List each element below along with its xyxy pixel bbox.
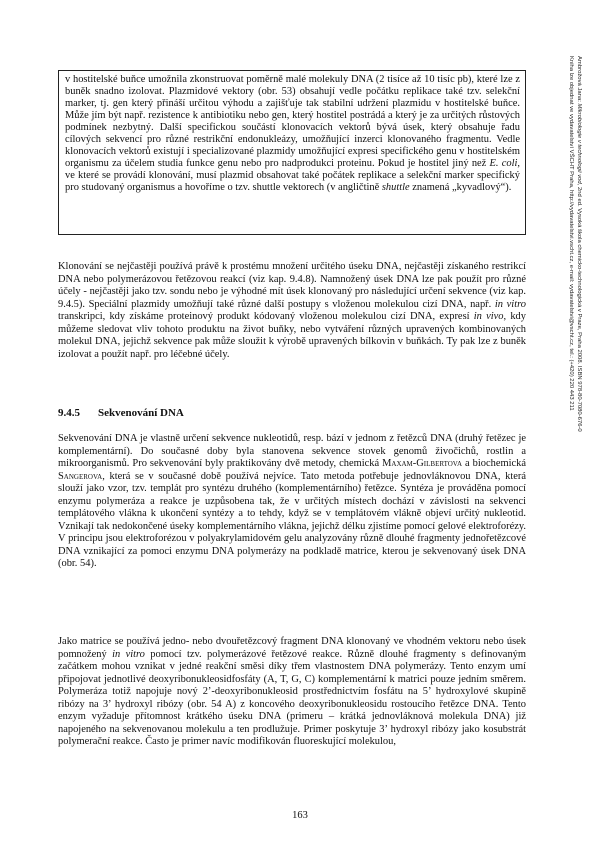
boxed-note-italic: E. coli: [489, 157, 518, 169]
paragraph-text: pomocí tzv. polymerázové řetězové reakce. Různě dlouhé fragmenty s definovaným začátkem mohou vznikat v jedné reakční směsi díky třem vlastnostem DNA polymerázy. Tento enzym umí připojovat jednotlivé deoxyribonukleosidfosfáty (A, T, G, C) komplementární k matrici pouze jedním směrem. Polymeráza totiž napojuje nový 2’-deoxyribonukleosid prostřednictvím fosfátu na 5’ hydroxylové skupině ribózy na 3’ hydroxyl ribózy (obr. 54 A) z koncového deoxyribonukleosidu rostoucího řetězce DNA. Tento enzym vyžaduje přítomnost krátkého úseku DNA (primeru – krátká jednovláknová molekula DNA) již napojeného na sekvenovanou molekulu a ten prodlužuje. Primer poskytuje 3’ hydroxyl ribózy jako kosubstrát polymerační reakce. Často je primer navíc modifikován fluoreskující molekulou,: [58, 648, 527, 748]
paragraph-italic: in vitro: [494, 298, 526, 310]
paragraph-text: transkripci, kdy získáme proteinový produkt kódovaný vloženou molekulou cizí DNA, expresí: [58, 311, 474, 323]
citation-text: , 2nd ed. Vysoká škola chemicko-technologická v Praze, Praha 2008. ISBN 978-80-7080-676-0: [576, 183, 582, 432]
boxed-note: [58, 70, 526, 235]
author-name: Maxam-Gilbertova: [382, 458, 463, 470]
paragraph-text: Jako matrice se používá jedno- nebo dvouřetězcový fragment DNA klonovaný ve vhodném vektoru nebo úsek pomnožený: [58, 636, 526, 660]
paragraph-sequencing-1: [58, 433, 526, 571]
boxed-note-italic: shuttle: [381, 181, 410, 193]
boxed-note-text: znamená „kyvadlový“).: [409, 181, 512, 193]
paragraph-text: , kdy můžeme sledovat vliv tohoto produktu na život buňky, nebo vytváření různých upravených kombinovaných molekul DNA, jejichž sekvence pak může sloužit k výrobě upravených bílkovin v buňkách. Ty pak lze z buněk izolovat a použít např. pro léčebné účely.: [58, 311, 526, 360]
paragraph-text: Klonování se nejčastěji používá právě k prostému množení určitého úseku DNA, nejčastěji získaného restrikcí DNA nebo polymerázovou řetězovou reakcí (viz kap. 9.4.8). Namnožený úsek DNA lze pak použít pro různé účely - nejčastěji jako tzv. sondu nebo je výhodné mít úsek klonovaný pro následující určení sekvence (viz kap. 9.4.5). Speciální plazmidy umožňují také různé další postupy s vloženou molekulou cizí DNA, např.: [58, 261, 526, 310]
citation-order-line[interactable]: Kniha lze objednat ve vydavatelství VŠCHT Praha, http://vydavatelstvi.vscht.cz, e-mail: vydavatelstvi@vscht.cz, tel.: (+420) 220 443 211: [567, 56, 574, 411]
citation-line: [575, 56, 583, 736]
citation-book-title: Mikrobiologie v technologii vod: [576, 103, 582, 184]
paragraph-italic: in vivo: [473, 311, 504, 323]
section-heading: [58, 406, 526, 420]
paragraph-sequencing-2: [58, 636, 526, 749]
boxed-note-text: v hostitelské buňce umožnila zkonstruovat poměrně malé molekuly DNA (2 tisíce až 10 tisíc pb), které lze z buněk snadno izolovat. Plazmidové vektory (obr. 53) obsahují vedle počátku replikace také tzv. selekční marker, tj. gen který přináší určitou výhodu a zajišťuje tak stabilní udržení plazmidu v hostitelské buňce. Může jím být např. rezistence k antibiotiku nebo gen, který hostitel postrádá a který je za určitých růstových podmínek nezbytný. Další specifickou součástí klonovacích vektorů bývá úsek, který obsahuje řadu cílových sekvencí pro různé restrikční endonukleázy, umožňující inzerci klonovaného fragmentu. Vedle klonovacích vektorů existují i specializované plazmidy umožňující expresi specifického genu v hostitelském organismu za účelem studia funkce genu nebo pro nadprodukci proteinu. Pokud je hostitel jiný než: [65, 74, 520, 169]
section-number: 9.4.5: [58, 407, 80, 419]
author-name: Sangerova: [58, 470, 103, 482]
page-number: 163: [292, 810, 308, 821]
boxed-note-text: , ve které se provádí klonování, musí plazmid obsahovat také počátek replikace a selekční marker specifický pro studovaný organismus a hovoříme o tzv. shuttle vektorech (v angličtině: [65, 157, 521, 193]
paragraph-cloning: [58, 261, 526, 361]
paragraph-text: Sekvenování DNA je vlastně určení sekvence nukleotidů, resp. bází v jednom z řetězců DNA (druhý řetězec je komplementární). Do současné doby byla stanovena sekvence stovek genomů živočichů, rostlin a mikroorganismů. Pro sekvenování byly praktikovány dvě metody, chemická: [58, 433, 526, 470]
paragraph-text: , která se v současné době používá nejvíce. Tato metoda potřebuje jednovláknovou DNA, která slouží jako vzor, tzv. templát pro syntézu druhého (komplementárního) řetězce. Syntéza je prováděna pomocí enzymu polymeráza a reakce je uzpůsobena tak, že v určitých místech dochází v závislosti na sekvenci templátového vlákna k ukončení syntézy a to tehdy, když se v templátovém vlákně objeví určitý nukleotid. Vznikají tak nedokončené úseky komplementárního vlákna, jejichž délku zjistíme pomocí gelové elektroforézy. V principu jsou elektroforézou v polyakrylamidovém gelu analyzovány různě dlouhé fragmenty jednořetězcové DNA vznikající za pomoci enzymu DNA polymerázy na podkladě matrice, kterou je sekvenovaný úsek DNA (obr. 54).: [58, 470, 526, 570]
paragraph-text: a biochemická: [462, 458, 526, 470]
citation-text: Ambrožová Jana:: [576, 56, 582, 104]
section-title: Sekvenování DNA: [98, 407, 184, 419]
margin-citation: [567, 56, 583, 736]
paragraph-italic: in vitro: [112, 648, 145, 660]
